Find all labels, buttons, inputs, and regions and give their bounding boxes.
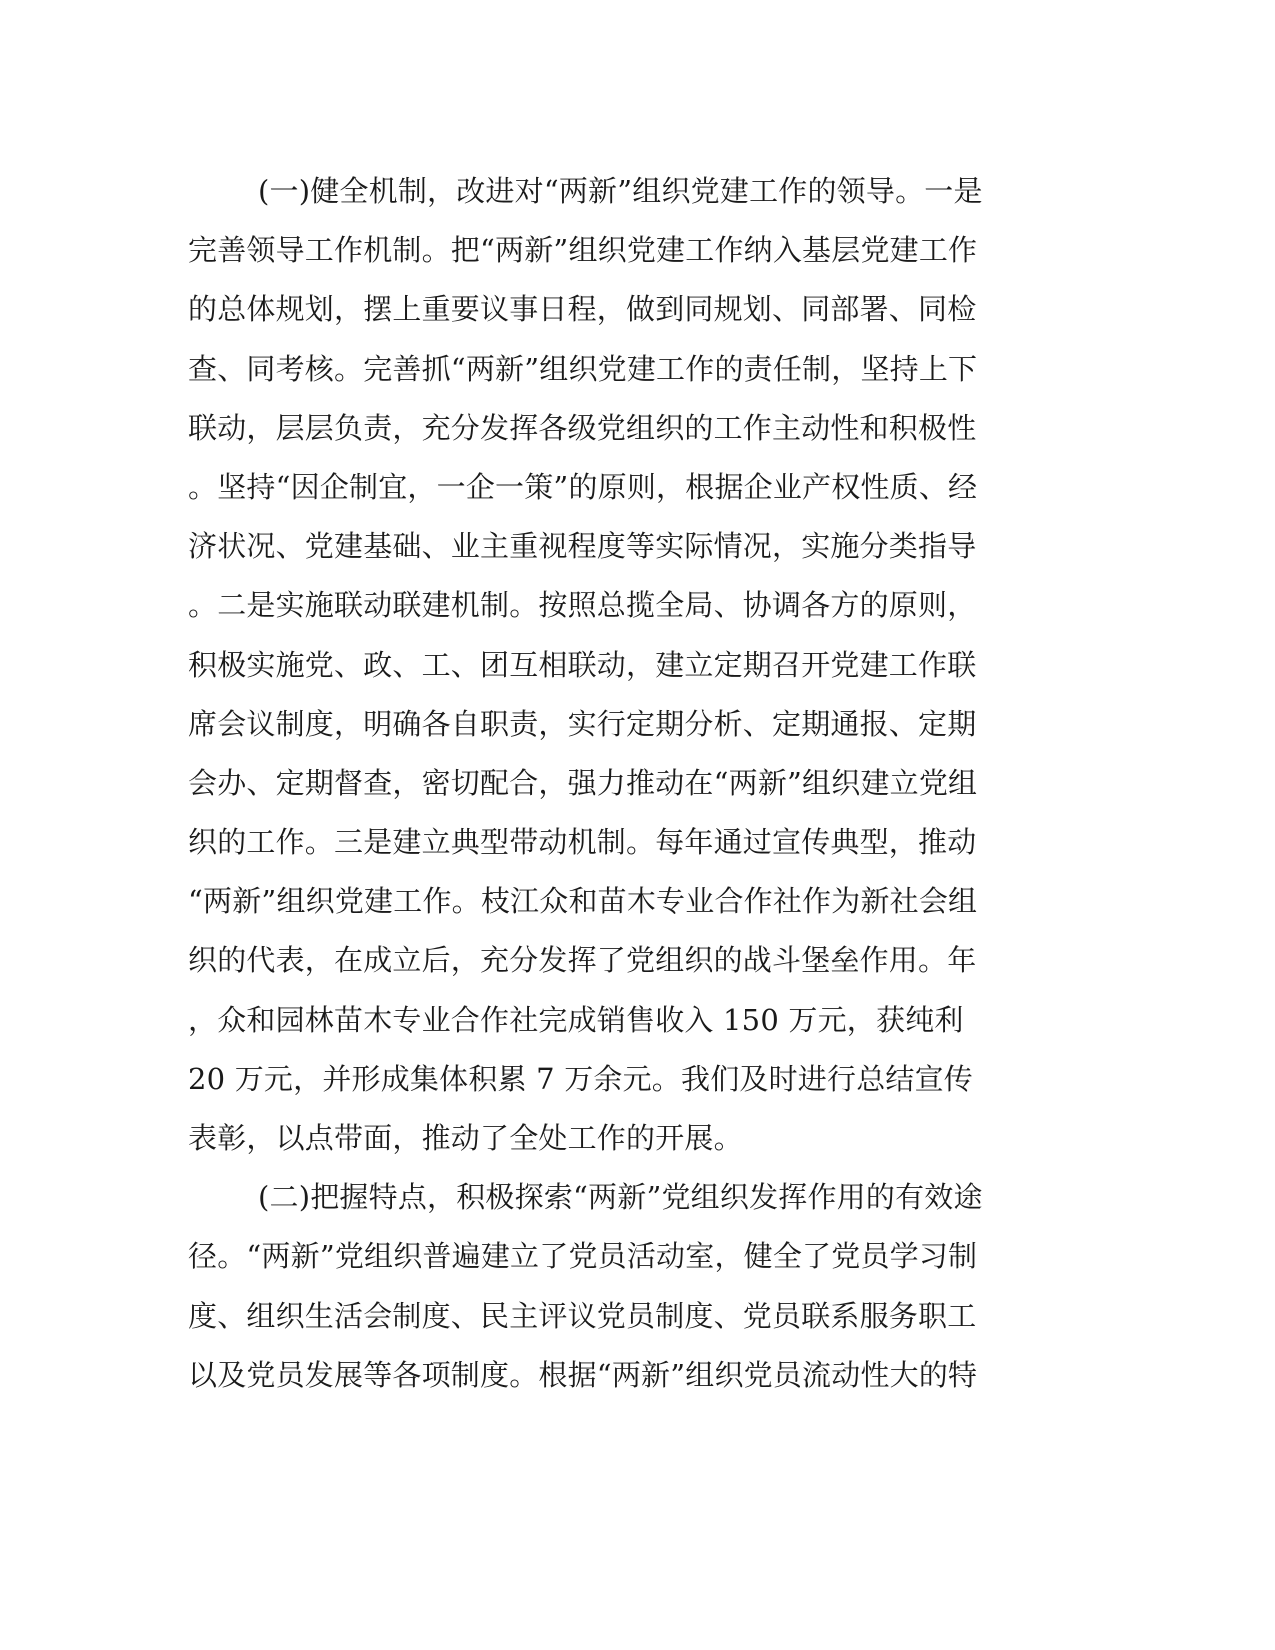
paragraph-line: 以及党员发展等各项制度。根据“两新”组织党员流动性大的特 — [188, 1357, 978, 1392]
paragraph-line: (一)健全机制，改进对“两新”组织党建工作的领导。一是 — [258, 174, 983, 208]
paragraph-line: 积极实施党、政、工、团互相联动，建立定期召开党建工作联 — [188, 647, 977, 682]
paragraph-line: 联动，层层负责，充分发挥各级党组织的工作主动性和积极性 — [188, 410, 977, 445]
body-text — [188, 162, 1088, 1405]
paragraph-line: (二)把握特点，积极探索“两新”党组织发挥作用的有效途 — [258, 1180, 983, 1215]
paragraph-line: 度、组织生活会制度、民主评议党员制度、党员联系服务职工 — [188, 1298, 977, 1333]
paragraph-line: 。坚持“因企制宜，一企一策”的原则，根据企业产权性质、经 — [188, 469, 978, 504]
paragraph-line: 济状况、党建基础、业主重视程度等实际情况，实施分类指导 — [188, 529, 977, 564]
paragraph-line: 的总体规划，摆上重要议事日程，做到同规划、同部署、同检 — [188, 292, 977, 327]
paragraph-line: “两新”组织党建工作。枝江众和苗木专业合作社作为新社会组 — [188, 884, 978, 919]
paragraph-line: 。二是实施联动联建机制。按照总揽全局、协调各方的原则， — [188, 588, 977, 623]
paragraph-line: 径。“两新”党组织普遍建立了党员活动室，健全了党员学习制 — [188, 1239, 978, 1274]
paragraph-line: 织的代表，在成立后，充分发挥了党组织的战斗堡垒作用。年 — [188, 943, 977, 978]
paragraph-line: 席会议制度，明确各自职责，实行定期分析、定期通报、定期 — [188, 706, 977, 741]
paragraph-section-2 — [188, 1168, 1088, 1405]
paragraph-line: 织的工作。三是建立典型带动机制。每年通过宣传典型，推动 — [188, 825, 977, 860]
paragraph-line: 完善领导工作机制。把“两新”组织党建工作纳入基层党建工作 — [188, 233, 978, 268]
paragraph-line: 会办、定期督查，密切配合，强力推动在“两新”组织建立党组 — [188, 765, 978, 800]
paragraph-line: ，众和园林苗木专业合作社完成销售收入 150 万元，获纯利 — [188, 1002, 964, 1037]
paragraph-line: 20 万元，并形成集体积累 7 万余元。我们及时进行总结宣传 — [188, 1061, 974, 1096]
paragraph-section-1 — [188, 162, 1088, 1168]
paragraph-line: 查、同考核。完善抓“两新”组织党建工作的责任制，坚持上下 — [188, 351, 978, 386]
paragraph-line: 表彰，以点带面，推动了全处工作的开展。 — [188, 1121, 743, 1155]
